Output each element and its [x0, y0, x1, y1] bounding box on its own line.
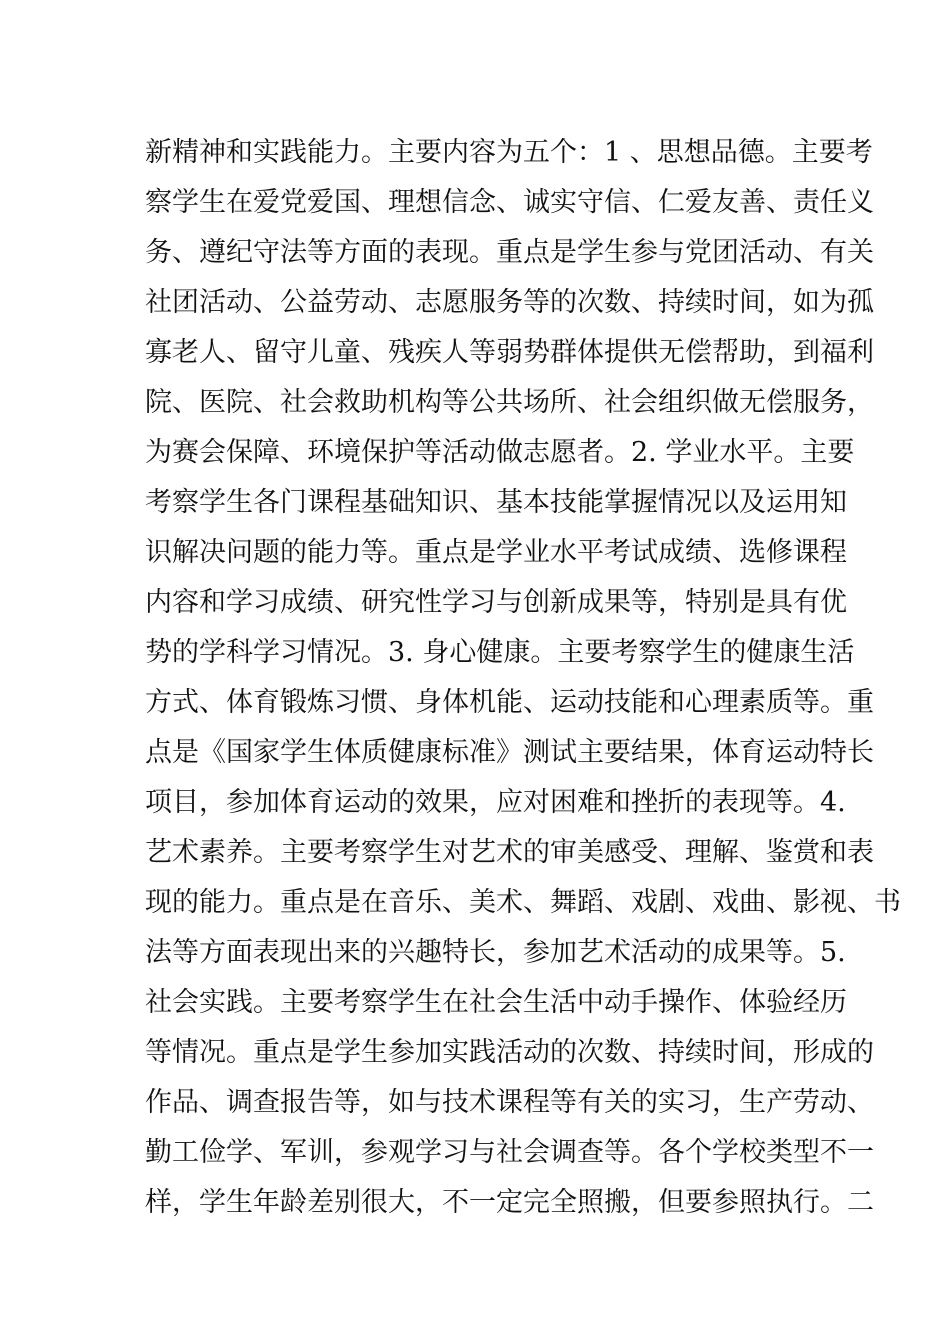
text-line-14: 项目，参加体育运动的效果，应对困难和挫折的表现等。4. [145, 787, 846, 818]
text-line-17: 法等方面表现出来的兴趣特长，参加艺术活动的成果等。5. [145, 937, 846, 968]
text-line-6: 院、医院、社会救助机构等公共场所、社会组织做无偿服务， [145, 387, 874, 418]
text-line-2: 察学生在爱党爱国、理想信念、诚实守信、仁爱友善、责任义 [145, 187, 874, 218]
text-line-9: 识解决问题的能力等。重点是学业水平考试成绩、选修课程 [145, 537, 847, 568]
text-line-22: 样，学生年龄差别很大，不一定完全照搬，但要参照执行。二 [145, 1187, 874, 1218]
body-text [145, 128, 901, 1228]
text-line-12: 方式、体育锻炼习惯、身体机能、运动技能和心理素质等。重 [145, 687, 874, 718]
text-line-20: 作品、调查报告等，如与技术课程等有关的实习，生产劳动、 [145, 1087, 874, 1118]
text-line-4: 社团活动、公益劳动、志愿服务等的次数、持续时间，如为孤 [145, 287, 874, 318]
text-line-3: 务、遵纪守法等方面的表现。重点是学生参与党团活动、有关 [145, 237, 874, 268]
text-line-19: 等情况。重点是学生参加实践活动的次数、持续时间，形成的 [145, 1037, 874, 1068]
text-line-10: 内容和学习成绩、研究性学习与创新成果等，特别是具有优 [145, 587, 847, 618]
text-line-1: 新精神和实践能力。主要内容为五个：1 、思想品德。主要考 [145, 137, 873, 168]
text-line-7: 为赛会保障、环境保护等活动做志愿者。2. 学业水平。主要 [145, 437, 855, 468]
text-line-11: 势的学科学习情况。3. 身心健康。主要考察学生的健康生活 [145, 637, 855, 668]
text-line-18: 社会实践。主要考察学生在社会生活中动手操作、体验经历 [145, 987, 847, 1018]
text-line-16: 现的能力。重点是在音乐、美术、舞蹈、戏剧、戏曲、影视、书 [145, 887, 901, 918]
text-line-21: 勤工俭学、军训，参观学习与社会调查等。各个学校类型不一 [145, 1137, 874, 1168]
text-line-15: 艺术素养。主要考察学生对艺术的审美感受、理解、鉴赏和表 [145, 837, 874, 868]
text-line-13: 点是《国家学生体质健康标准》测试主要结果，体育运动特长 [145, 737, 874, 768]
text-line-8: 考察学生各门课程基础知识、基本技能掌握情况以及运用知 [145, 487, 847, 518]
text-line-5: 寡老人、留守儿童、残疾人等弱势群体提供无偿帮助，到福利 [145, 337, 874, 368]
